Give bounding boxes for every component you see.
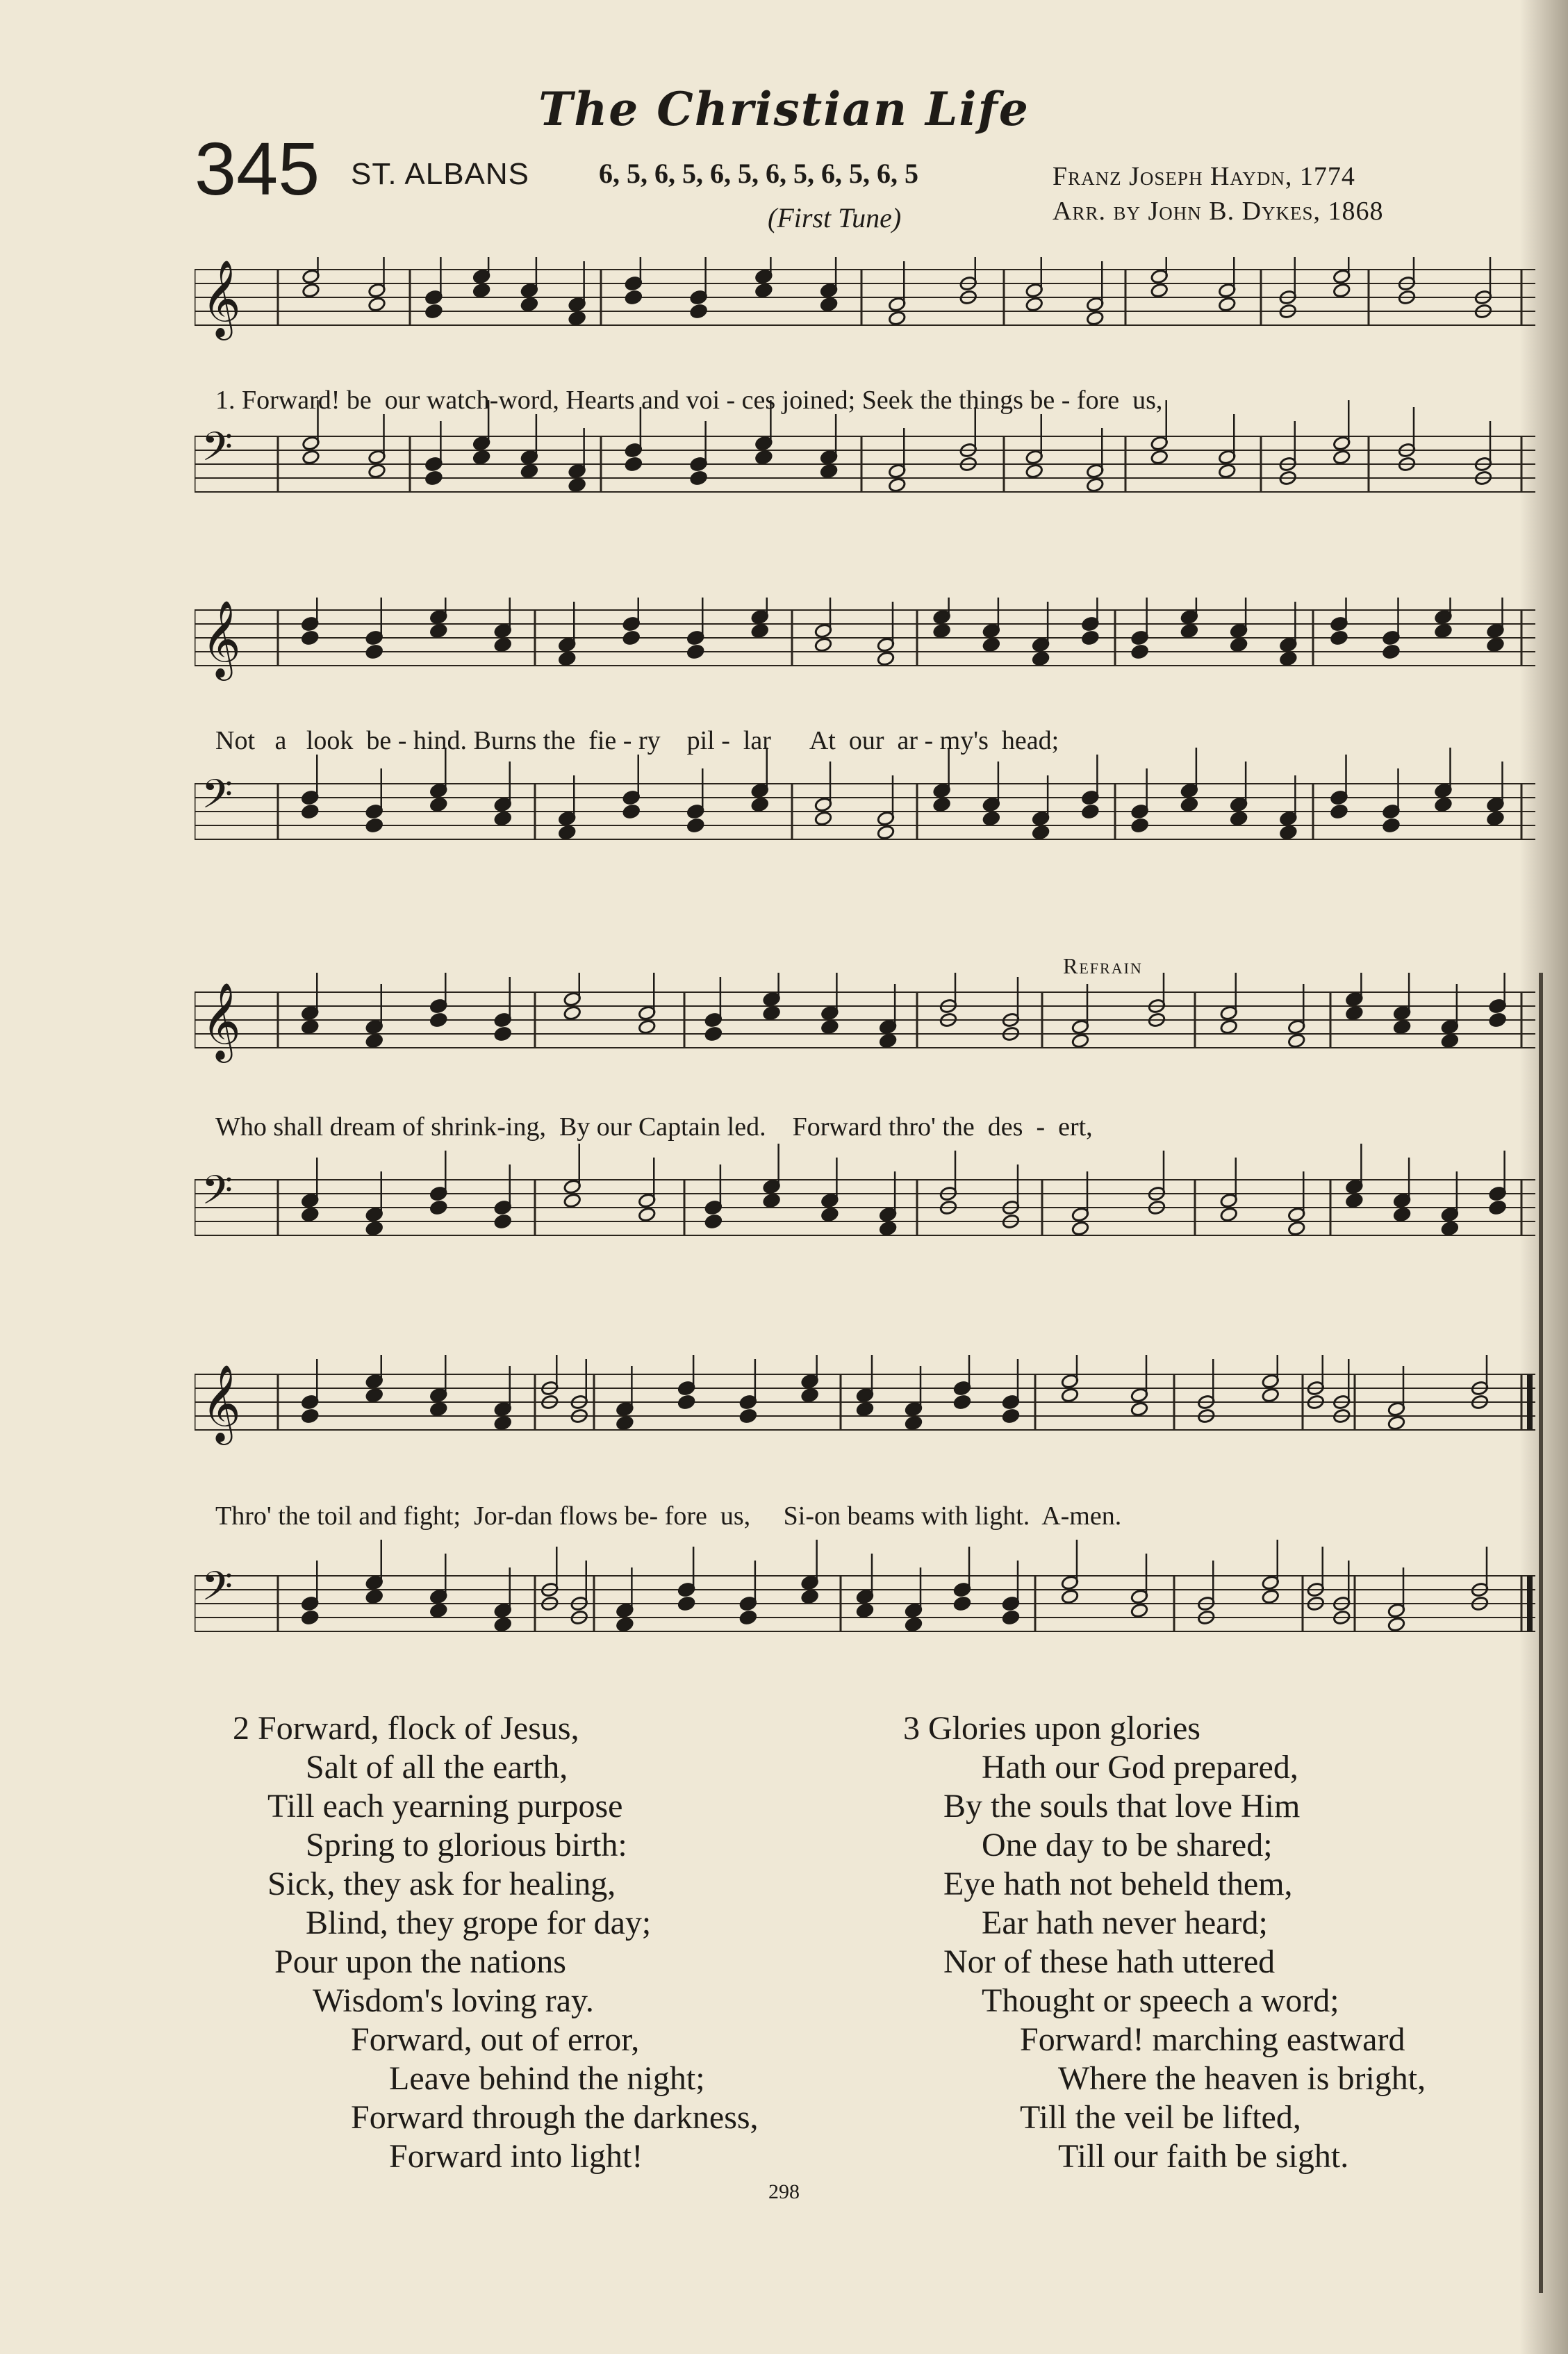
notehead (856, 1603, 874, 1619)
notehead (982, 811, 1000, 827)
treble-staff (195, 973, 1535, 1063)
notehead (568, 311, 586, 327)
notehead (704, 1214, 723, 1230)
stanza-number: 3 (903, 1710, 920, 1747)
music-system-3 (195, 973, 1535, 1292)
notehead (690, 304, 708, 320)
stanza-line: Till the veil be lifted, (1020, 2099, 1301, 2136)
bass-staff (195, 1144, 1535, 1236)
notehead (1130, 1603, 1148, 1619)
music-system-4 (195, 1355, 1535, 1674)
notehead (1486, 811, 1504, 827)
notehead (814, 811, 832, 827)
notehead (625, 290, 643, 306)
stanza-line: Wisdom's loving ray. (313, 1982, 594, 2019)
notehead (820, 1207, 839, 1223)
notehead (1434, 623, 1452, 639)
stanza-line: Till our faith be sight. (1058, 2138, 1349, 2175)
music-system-1 (195, 257, 1535, 542)
stanza-line: One day to be shared; (982, 1827, 1273, 1863)
music-system-2 (195, 598, 1535, 889)
notehead (424, 470, 443, 486)
notehead (301, 1019, 319, 1035)
notehead (301, 1408, 319, 1424)
stanza-line: 3 Glories upon glories (903, 1710, 1200, 1747)
notehead (638, 1207, 656, 1223)
notehead (563, 1193, 581, 1209)
notehead (801, 1388, 819, 1404)
notehead (302, 450, 320, 466)
notehead (472, 450, 490, 466)
notehead (616, 1415, 634, 1431)
hymn-number: 345 (195, 126, 320, 211)
notehead (365, 644, 383, 660)
treble-clef-icon: 𝄞 (201, 982, 241, 1060)
bass-clef-icon: 𝄢 (201, 1167, 233, 1224)
lyric-line-2: Not a look be - hind. Burns the fie - ry pil - lar At our ar - my's head; (215, 726, 1059, 755)
notehead (1218, 463, 1236, 479)
notehead (301, 1207, 319, 1223)
notehead (686, 818, 704, 834)
notehead (1086, 311, 1104, 327)
bass-clef-icon: 𝄢 (201, 423, 233, 480)
notehead (739, 1408, 757, 1424)
stanza-number: 2 (233, 1710, 249, 1747)
notehead (301, 630, 319, 646)
stanza-line: Blind, they grope for day; (306, 1904, 652, 1941)
notehead (429, 1012, 447, 1028)
notehead (1441, 1221, 1459, 1237)
stanza-line: By the souls that love Him (943, 1788, 1301, 1825)
notehead (494, 1415, 512, 1431)
notehead (1061, 1589, 1079, 1605)
treble-staff (195, 598, 1535, 681)
page-number: 298 (768, 2180, 800, 2203)
notehead (1081, 630, 1099, 646)
notehead (1086, 477, 1104, 493)
notehead (1230, 811, 1248, 827)
stanza-line: Forward! marching eastward (1020, 2021, 1405, 2058)
notehead (365, 818, 383, 834)
notehead (568, 477, 586, 493)
stanza-line: Thought or speech a word; (982, 1982, 1339, 2019)
notehead (1434, 797, 1452, 813)
notehead (520, 463, 538, 479)
notehead (888, 477, 906, 493)
notehead (558, 825, 576, 841)
notehead (429, 1401, 447, 1417)
notehead (625, 456, 643, 472)
notehead (1330, 630, 1348, 646)
stanza-line: Spring to glorious birth: (306, 1827, 627, 1863)
tune-note: (First Tune) (768, 202, 902, 233)
notehead (368, 463, 386, 479)
binding-edge-line (1539, 973, 1543, 2293)
notehead (494, 1617, 512, 1633)
bass-staff (195, 748, 1535, 840)
notehead (1332, 450, 1351, 466)
treble-clef-icon: 𝄞 (201, 259, 241, 337)
stanza-line: Hath our God prepared, (982, 1749, 1298, 1786)
notehead (1279, 651, 1297, 667)
notehead (429, 797, 447, 813)
bass-clef-icon: 𝄢 (201, 1563, 233, 1620)
notehead (1393, 1207, 1411, 1223)
notehead (1330, 804, 1348, 820)
notehead (905, 1617, 923, 1633)
notehead (1071, 1033, 1089, 1049)
notehead (429, 1603, 447, 1619)
notehead (820, 297, 838, 313)
notehead (1262, 1388, 1280, 1404)
notehead (763, 1005, 781, 1021)
treble-staff (195, 1355, 1535, 1445)
notehead (754, 283, 773, 299)
notehead (368, 297, 386, 313)
notehead (1131, 818, 1149, 834)
notehead (953, 1394, 971, 1410)
stanza-line: Leave behind the night; (389, 2060, 705, 2097)
notehead (1150, 450, 1169, 466)
notehead (1220, 1019, 1238, 1035)
notehead (1130, 1401, 1148, 1417)
notehead (429, 1200, 447, 1216)
notehead (877, 651, 895, 667)
notehead (494, 1026, 512, 1042)
notehead (301, 804, 319, 820)
notehead (1393, 1019, 1411, 1035)
section-title: The Christian Life (538, 82, 1030, 136)
treble-clef-icon: 𝄞 (201, 1364, 241, 1442)
notehead (616, 1617, 634, 1633)
notehead (301, 1610, 319, 1626)
bass-staff (195, 1540, 1535, 1632)
notehead (1382, 644, 1400, 660)
final-barline (1527, 1374, 1533, 1430)
lyric-line-1: 1. Forward! be our watch-word, Hearts and voi - ces joined; Seek the things be - fore us, (215, 386, 1163, 415)
notehead (1032, 825, 1050, 841)
final-barline (1527, 1576, 1533, 1631)
stanza-line: Forward through the darkness, (351, 2099, 759, 2136)
notehead (1002, 1610, 1020, 1626)
notehead (365, 1221, 383, 1237)
notehead (879, 1033, 897, 1049)
notehead (820, 1019, 839, 1035)
bass-clef-icon: 𝄢 (201, 771, 233, 828)
notehead (754, 450, 773, 466)
notehead (1025, 297, 1043, 313)
stanza-line: Pour upon the nations (274, 1943, 566, 1980)
notehead (877, 825, 895, 841)
notehead (1489, 1012, 1507, 1028)
stanza-line: Forward, out of error, (351, 2021, 640, 2058)
tune-name: ST. ALBANS (351, 157, 530, 191)
notehead (933, 623, 951, 639)
notehead (622, 630, 641, 646)
notehead (1441, 1033, 1459, 1049)
notehead (494, 1214, 512, 1230)
notehead (751, 623, 769, 639)
composer-credit: Franz Joseph Haydn, 1774 (1053, 162, 1355, 191)
notehead (1287, 1221, 1305, 1237)
lyric-line-3: Who shall dream of shrink-ing, By our Captain led. Forward thro' the des - ert, (215, 1112, 1093, 1142)
notehead (365, 1033, 383, 1049)
notehead (1220, 1207, 1238, 1223)
arranger-credit: Arr. by John B. Dykes, 1868 (1053, 197, 1384, 226)
notehead (638, 1019, 656, 1035)
notehead (1218, 297, 1236, 313)
notehead (558, 651, 576, 667)
notehead (879, 1221, 897, 1237)
stanza-line: Till each yearning purpose (267, 1788, 623, 1825)
notehead (1230, 637, 1248, 653)
treble-clef-icon: 𝄞 (201, 600, 241, 677)
notehead (953, 1596, 971, 1612)
notehead (622, 804, 641, 820)
notehead (365, 1388, 383, 1404)
notehead (429, 623, 447, 639)
notehead (820, 463, 838, 479)
notehead (1345, 1193, 1363, 1209)
notehead (472, 283, 490, 299)
notehead (1387, 1415, 1405, 1431)
stanza-2 (233, 1709, 759, 2176)
stanza-line: Nor of these hath uttered (943, 1943, 1276, 1980)
treble-staff (195, 257, 1535, 340)
notehead (763, 1193, 781, 1209)
stanza-line: Sick, they ask for healing, (267, 1866, 616, 1902)
notehead (365, 1589, 383, 1605)
stanza-line: Where the heaven is bright, (1058, 2060, 1426, 2097)
lyric-line-4: Thro' the toil and fight; Jor-dan flows be- fore us, Si-on beams with light. A-men. (215, 1501, 1122, 1531)
notehead (1345, 1005, 1363, 1021)
notehead (1150, 283, 1169, 299)
notehead (424, 304, 443, 320)
notehead (751, 797, 769, 813)
notehead (814, 637, 832, 653)
refrain-label: Refrain (1063, 953, 1143, 978)
notehead (801, 1589, 819, 1605)
stanza-3 (903, 1709, 1426, 2176)
notehead (1387, 1617, 1405, 1633)
notehead (1486, 637, 1504, 653)
notehead (1332, 283, 1351, 299)
notehead (1081, 804, 1099, 820)
notehead (690, 470, 708, 486)
notehead (856, 1401, 874, 1417)
notehead (563, 1005, 581, 1021)
stanza-line: Salt of all the earth, (306, 1749, 568, 1786)
notehead (1025, 463, 1043, 479)
stanza-line: Forward into light! (389, 2138, 643, 2175)
notehead (677, 1394, 695, 1410)
notehead (1180, 623, 1198, 639)
notehead (1489, 1200, 1507, 1216)
stanza-line: 2 Forward, flock of Jesus, (233, 1710, 579, 1747)
notehead (1071, 1221, 1089, 1237)
notehead (888, 311, 906, 327)
notehead (1262, 1589, 1280, 1605)
notehead (302, 283, 320, 299)
notehead (905, 1415, 923, 1431)
stanza-line: Ear hath never heard; (982, 1904, 1268, 1941)
notehead (704, 1026, 723, 1042)
stanza-line: Eye hath not beheld them, (943, 1866, 1293, 1902)
notehead (677, 1596, 695, 1612)
notehead (520, 297, 538, 313)
notehead (1279, 825, 1297, 841)
notehead (982, 637, 1000, 653)
meter: 6, 5, 6, 5, 6, 5, 6, 5, 6, 5, 6, 5 (599, 158, 918, 189)
notehead (739, 1610, 757, 1626)
notehead (686, 644, 704, 660)
notehead (1287, 1033, 1305, 1049)
notehead (494, 637, 512, 653)
notehead (1061, 1388, 1079, 1404)
notehead (494, 811, 512, 827)
notehead (1131, 644, 1149, 660)
notehead (933, 797, 951, 813)
notehead (1002, 1408, 1020, 1424)
notehead (1382, 818, 1400, 834)
notehead (1032, 651, 1050, 667)
notehead (1180, 797, 1198, 813)
